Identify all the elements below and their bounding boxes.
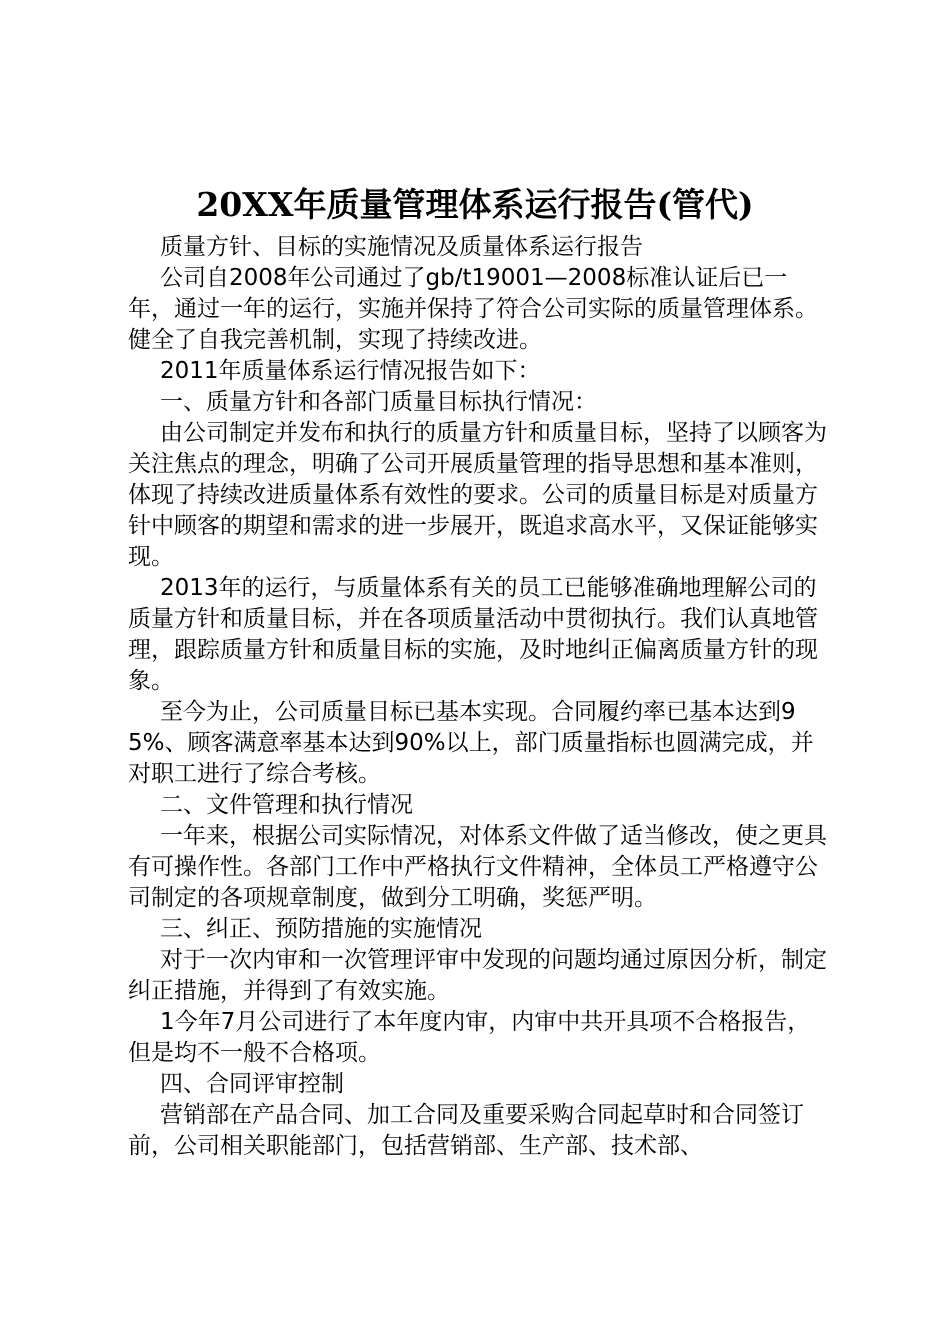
section-heading-2: 二、文件管理和执行情况 bbox=[160, 792, 413, 818]
paragraph-operation-2013: 2013年的运行，与质量体系有关的员工已能够准确地理解公司的质量方针和质量目标，并在各项质量活动中贯彻执行。我们认真地管理，跟踪质量方针和质量目标的实施，及时地纠正偏离质量方针的现象。 bbox=[128, 575, 818, 694]
section-heading-3: 三、纠正、预防措施的实施情况 bbox=[160, 916, 482, 942]
paragraph-internal-audit: 1今年7月公司进行了本年度内审，内审中共开具项不合格报告，但是均不一般不合格项。 bbox=[128, 1009, 811, 1066]
paragraph-contract-review: 营销部在产品合同、加工合同及重要采购合同起草时和合同签订前，公司相关职能部门，包括营销部、生产部、技术部、 bbox=[128, 1102, 804, 1159]
paragraph-subtitle: 质量方针、目标的实施情况及质量体系运行报告 bbox=[160, 234, 643, 260]
paragraph-document-management: 一年来，根据公司实际情况，对体系文件做了适当修改，使之更具有可操作性。各部门工作中严格执行文件精神，全体员工严格遵守公司制定的各项规章制度，做到分工明确，奖惩严明。 bbox=[128, 823, 827, 911]
paragraph-quality-policy: 由公司制定并发布和执行的质量方针和质量目标，坚持了以顾客为关注焦点的理念，明确了公司开展质量管理的指导思想和基本准则，体现了持续改进质量体系有效性的要求。公司的质量目标是对质量方针中顾客的期望和需求的进一步展开，既追求高水平，又保证能够实现。 bbox=[128, 420, 827, 570]
paragraph-corrective-actions: 对于一次内审和一次管理评审中发现的问题均通过原因分析，制定纠正措施，并得到了有效实施。 bbox=[128, 947, 827, 1004]
document-body bbox=[128, 232, 828, 1162]
section-heading-4: 四、合同评审控制 bbox=[160, 1071, 344, 1097]
document-title: 20XX年质量管理体系运行报告(管代) bbox=[196, 185, 754, 224]
paragraph-intro: 公司自2008年公司通过了gb/t19001—2008标准认证后已一年，通过一年的运行，实施并保持了符合公司实际的质量管理体系。健全了自我完善机制，实现了持续改进。 bbox=[128, 265, 818, 353]
section-heading-1: 一、质量方针和各部门质量目标执行情况： bbox=[160, 389, 597, 415]
paragraph-targets-achieved: 至今为止，公司质量目标已基本实现。合同履约率已基本达到95%、顾客满意率基本达到90%以上，部门质量指标也圆满完成，并对职工进行了综合考核。 bbox=[128, 699, 814, 787]
paragraph-report-heading: 2011年质量体系运行情况报告如下： bbox=[160, 358, 541, 384]
